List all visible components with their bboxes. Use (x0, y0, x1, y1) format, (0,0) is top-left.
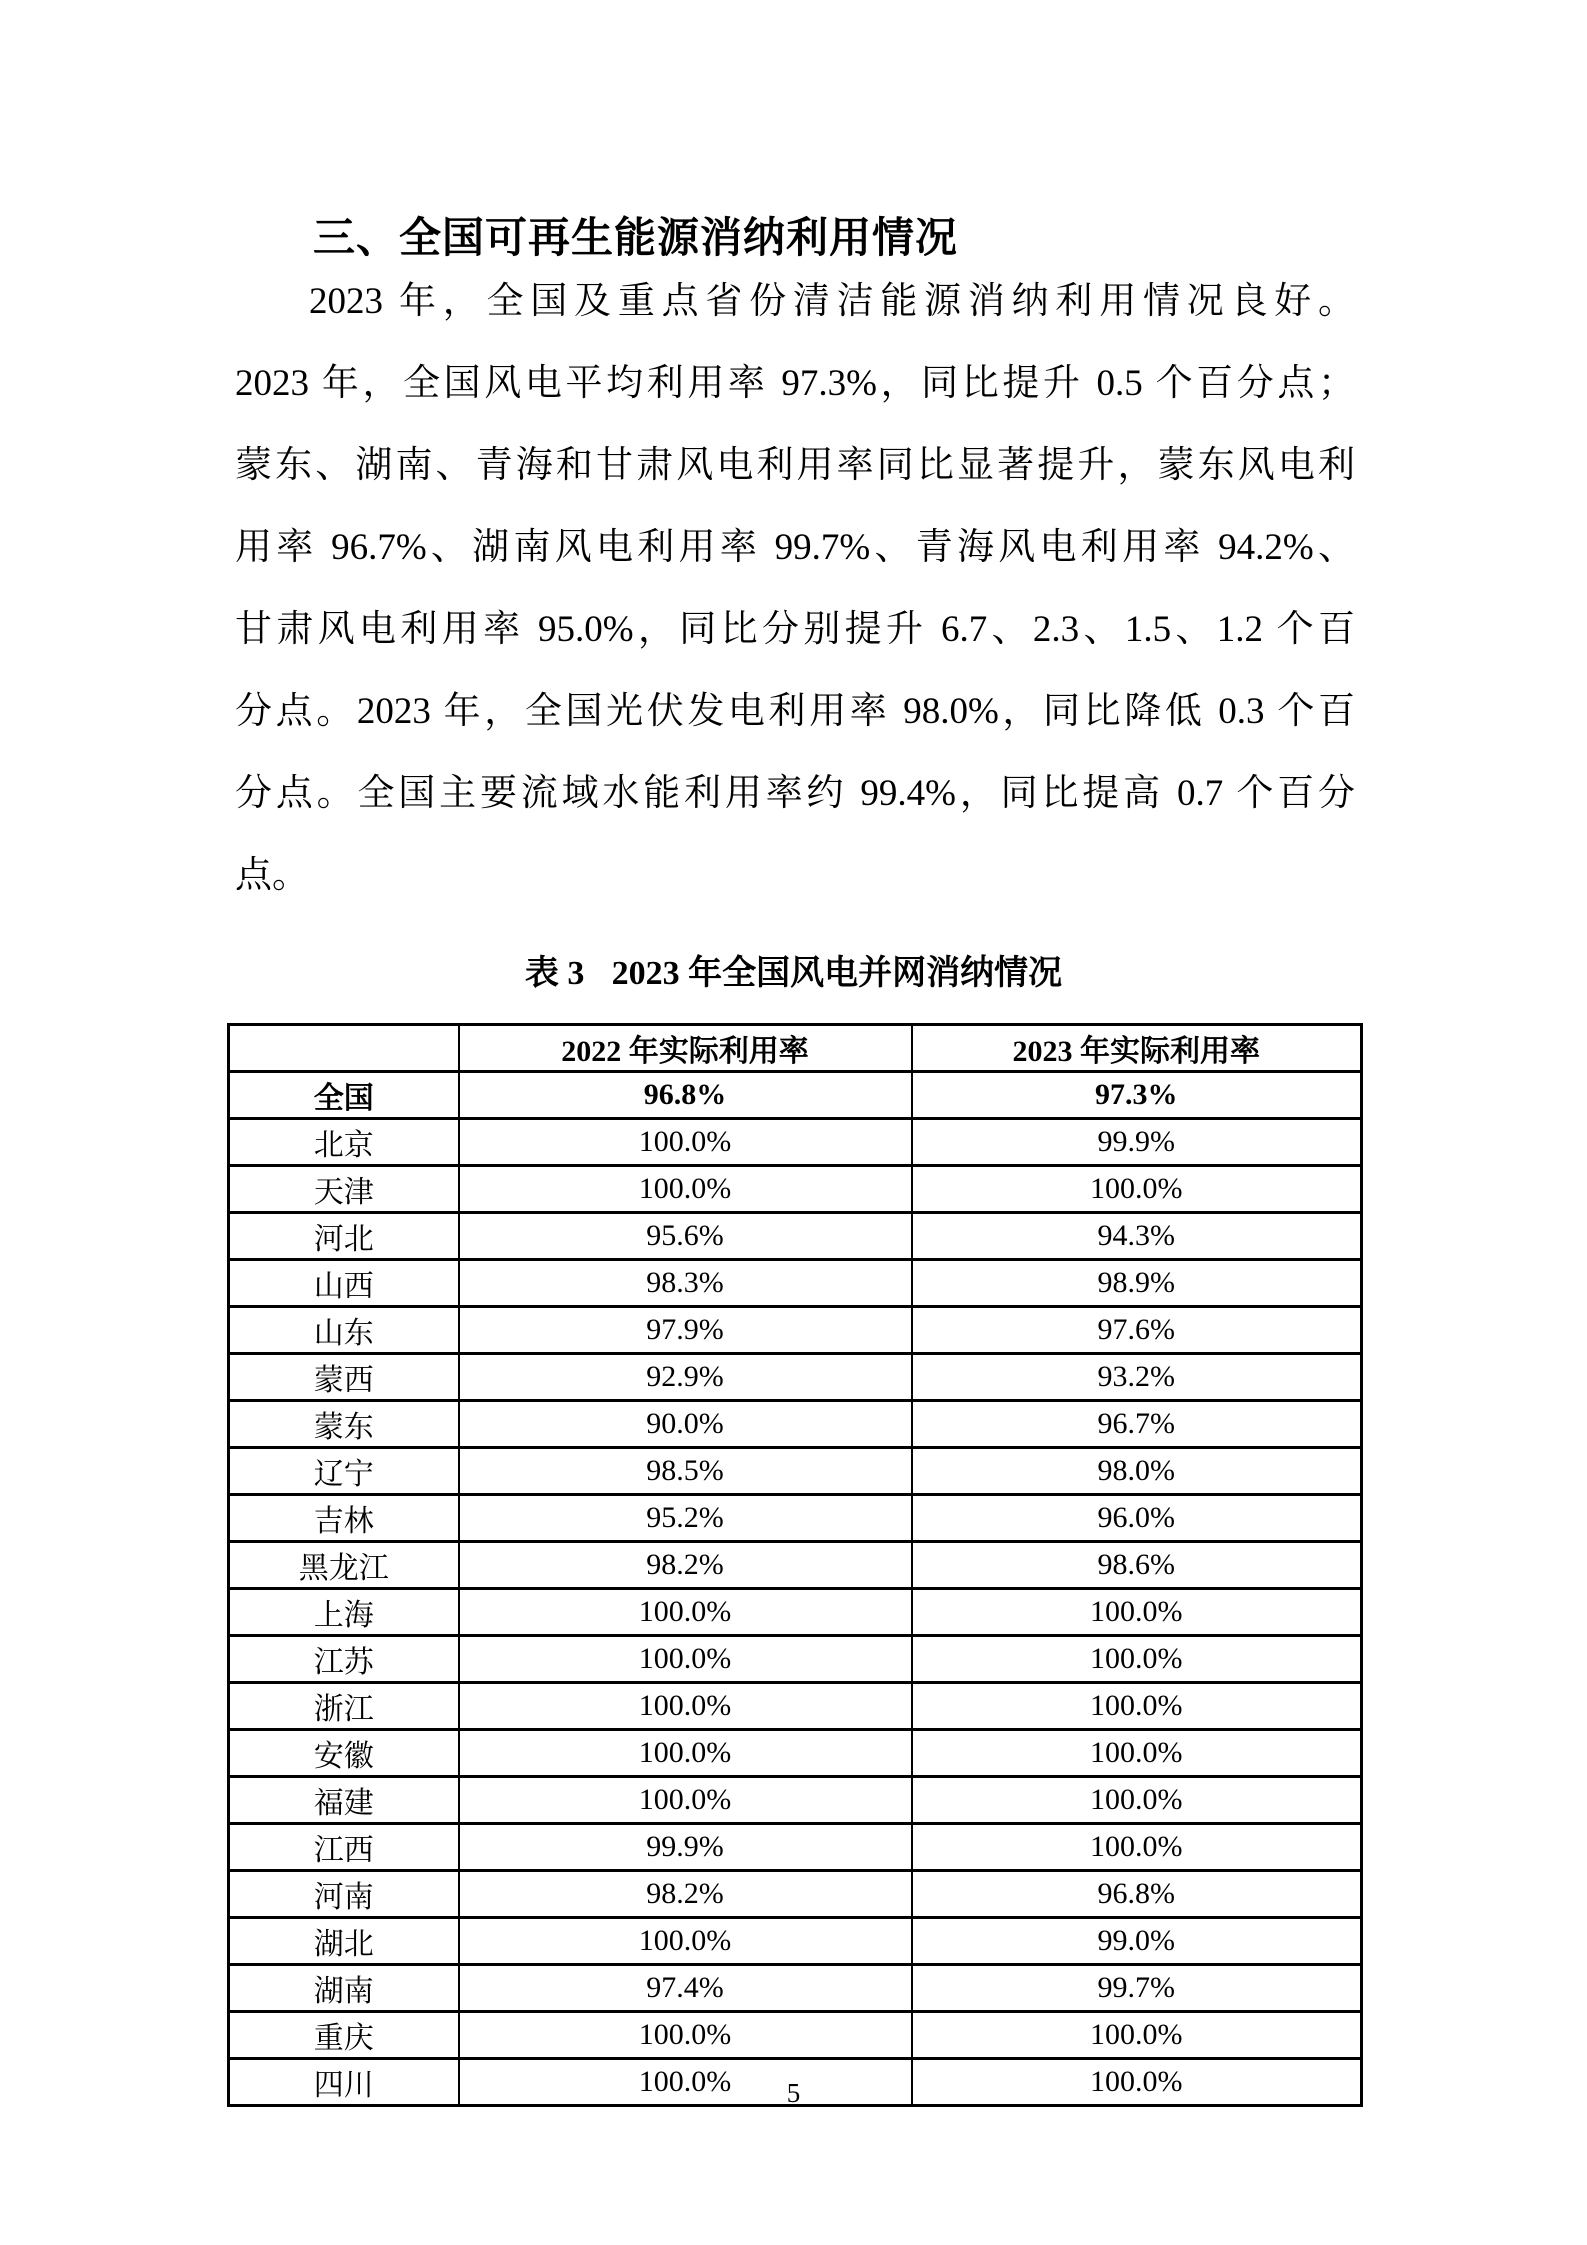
table-row (229, 1072, 1362, 1119)
table-row (229, 1307, 1362, 1354)
section-heading: 三、全国可再生能源消纳利用情况 (313, 214, 959, 261)
value-cell-2023: 100.0% (912, 1166, 1362, 1213)
header-cell-2023: 2023 年实际利用率 (912, 1025, 1362, 1072)
body-paragraph (235, 261, 1355, 917)
value-cell-2023: 93.2% (912, 1354, 1362, 1401)
table-row (229, 1448, 1362, 1495)
value-cell-2022: 100.0% (459, 1636, 912, 1683)
value-cell-2023: 100.0% (912, 1683, 1362, 1730)
value-cell-2022: 98.3% (459, 1260, 912, 1307)
region-cell: 湖南 (229, 1965, 459, 2012)
region-cell: 福建 (229, 1777, 459, 1824)
region-cell: 江苏 (229, 1636, 459, 1683)
value-cell-2022: 100.0% (459, 1683, 912, 1730)
header-cell-2022: 2022 年实际利用率 (459, 1025, 912, 1072)
value-cell-2023: 97.3% (912, 1072, 1362, 1119)
value-cell-2023: 96.0% (912, 1495, 1362, 1542)
table-body (229, 1072, 1362, 2106)
value-cell-2023: 100.0% (912, 1589, 1362, 1636)
region-cell: 蒙东 (229, 1401, 459, 1448)
table-row (229, 1119, 1362, 1166)
table-row (229, 1777, 1362, 1824)
value-cell-2022: 100.0% (459, 1589, 912, 1636)
table-row (229, 1683, 1362, 1730)
value-cell-2023: 100.0% (912, 1636, 1362, 1683)
region-cell: 山东 (229, 1307, 459, 1354)
table-row (229, 1260, 1362, 1307)
value-cell-2022: 100.0% (459, 1119, 912, 1166)
table-caption (0, 948, 1587, 1000)
table-row (229, 1871, 1362, 1918)
paragraph-line: 点。 (235, 855, 309, 896)
region-cell: 江西 (229, 1824, 459, 1871)
paragraph-line: 分点。2023 年，全国光伏发电利用率 98.0%，同比降低 0.3 个百 (235, 691, 1355, 732)
value-cell-2023: 97.6% (912, 1307, 1362, 1354)
region-cell: 河北 (229, 1213, 459, 1260)
value-cell-2022: 100.0% (459, 2059, 912, 2106)
region-cell: 全国 (229, 1072, 459, 1119)
value-cell-2023: 98.0% (912, 1448, 1362, 1495)
value-cell-2022: 100.0% (459, 1730, 912, 1777)
paragraph-line: 2023 年，全国及重点省份清洁能源消纳利用情况良好。 (309, 281, 1355, 322)
value-cell-2022: 100.0% (459, 1918, 912, 1965)
value-cell-2022: 95.2% (459, 1495, 912, 1542)
table-row (229, 1495, 1362, 1542)
table-row (229, 1824, 1362, 1871)
value-cell-2022: 97.4% (459, 1965, 912, 2012)
value-cell-2022: 100.0% (459, 1166, 912, 1213)
value-cell-2022: 98.2% (459, 1542, 912, 1589)
table-row (229, 1401, 1362, 1448)
region-cell: 山西 (229, 1260, 459, 1307)
value-cell-2022: 98.5% (459, 1448, 912, 1495)
table-row (229, 1918, 1362, 1965)
region-cell: 黑龙江 (229, 1542, 459, 1589)
value-cell-2022: 96.8% (459, 1072, 912, 1119)
region-cell: 安徽 (229, 1730, 459, 1777)
value-cell-2022: 92.9% (459, 1354, 912, 1401)
table-row (229, 2012, 1362, 2059)
value-cell-2023: 98.9% (912, 1260, 1362, 1307)
value-cell-2023: 100.0% (912, 1730, 1362, 1777)
value-cell-2023: 94.3% (912, 1213, 1362, 1260)
region-cell: 北京 (229, 1119, 459, 1166)
value-cell-2022: 99.9% (459, 1824, 912, 1871)
value-cell-2023: 98.6% (912, 1542, 1362, 1589)
region-cell: 四川 (229, 2059, 459, 2106)
paragraph-line: 分点。全国主要流域水能利用率约 99.4%，同比提高 0.7 个百分 (235, 773, 1355, 814)
table-row (229, 1354, 1362, 1401)
table-row (229, 1542, 1362, 1589)
table-row (229, 1213, 1362, 1260)
region-cell: 浙江 (229, 1683, 459, 1730)
table-row (229, 1589, 1362, 1636)
value-cell-2022: 98.2% (459, 1871, 912, 1918)
paragraph-line: 甘肃风电利用率 95.0%，同比分别提升 6.7、2.3、1.5、1.2 个百 (235, 609, 1355, 650)
value-cell-2023: 96.8% (912, 1871, 1362, 1918)
table-row (229, 1636, 1362, 1683)
wind-utilization-table (227, 1023, 1363, 2107)
paragraph-line: 用率 96.7%、湖南风电利用率 99.7%、青海风电利用率 94.2%、 (235, 527, 1355, 568)
region-cell: 天津 (229, 1166, 459, 1213)
region-cell: 河南 (229, 1871, 459, 1918)
table-header-row (229, 1025, 1362, 1072)
table-row (229, 1965, 1362, 2012)
header-cell-region (229, 1025, 459, 1072)
value-cell-2023: 99.9% (912, 1119, 1362, 1166)
value-cell-2023: 100.0% (912, 2059, 1362, 2106)
value-cell-2023: 96.7% (912, 1401, 1362, 1448)
table-caption-label: 表 3 (524, 955, 585, 992)
value-cell-2022: 100.0% (459, 1777, 912, 1824)
paragraph-line: 2023 年，全国风电平均利用率 97.3%，同比提升 0.5 个百分点； (235, 363, 1355, 404)
value-cell-2023: 100.0% (912, 2012, 1362, 2059)
value-cell-2023: 100.0% (912, 1824, 1362, 1871)
region-cell: 上海 (229, 1589, 459, 1636)
region-cell: 辽宁 (229, 1448, 459, 1495)
table-row (229, 1730, 1362, 1777)
region-cell: 重庆 (229, 2012, 459, 2059)
value-cell-2023: 99.7% (912, 1965, 1362, 2012)
table-caption-title: 2023 年全国风电并网消纳情况 (611, 955, 1063, 992)
value-cell-2023: 99.0% (912, 1918, 1362, 1965)
region-cell: 吉林 (229, 1495, 459, 1542)
region-cell: 湖北 (229, 1918, 459, 1965)
region-cell: 蒙西 (229, 1354, 459, 1401)
paragraph-line: 蒙东、湖南、青海和甘肃风电利用率同比显著提升，蒙东风电利 (235, 445, 1355, 486)
page-number: 5 (786, 2078, 801, 2108)
value-cell-2022: 90.0% (459, 1401, 912, 1448)
value-cell-2022: 95.6% (459, 1213, 912, 1260)
value-cell-2022: 100.0% (459, 2012, 912, 2059)
table-row (229, 1166, 1362, 1213)
value-cell-2022: 97.9% (459, 1307, 912, 1354)
value-cell-2023: 100.0% (912, 1777, 1362, 1824)
